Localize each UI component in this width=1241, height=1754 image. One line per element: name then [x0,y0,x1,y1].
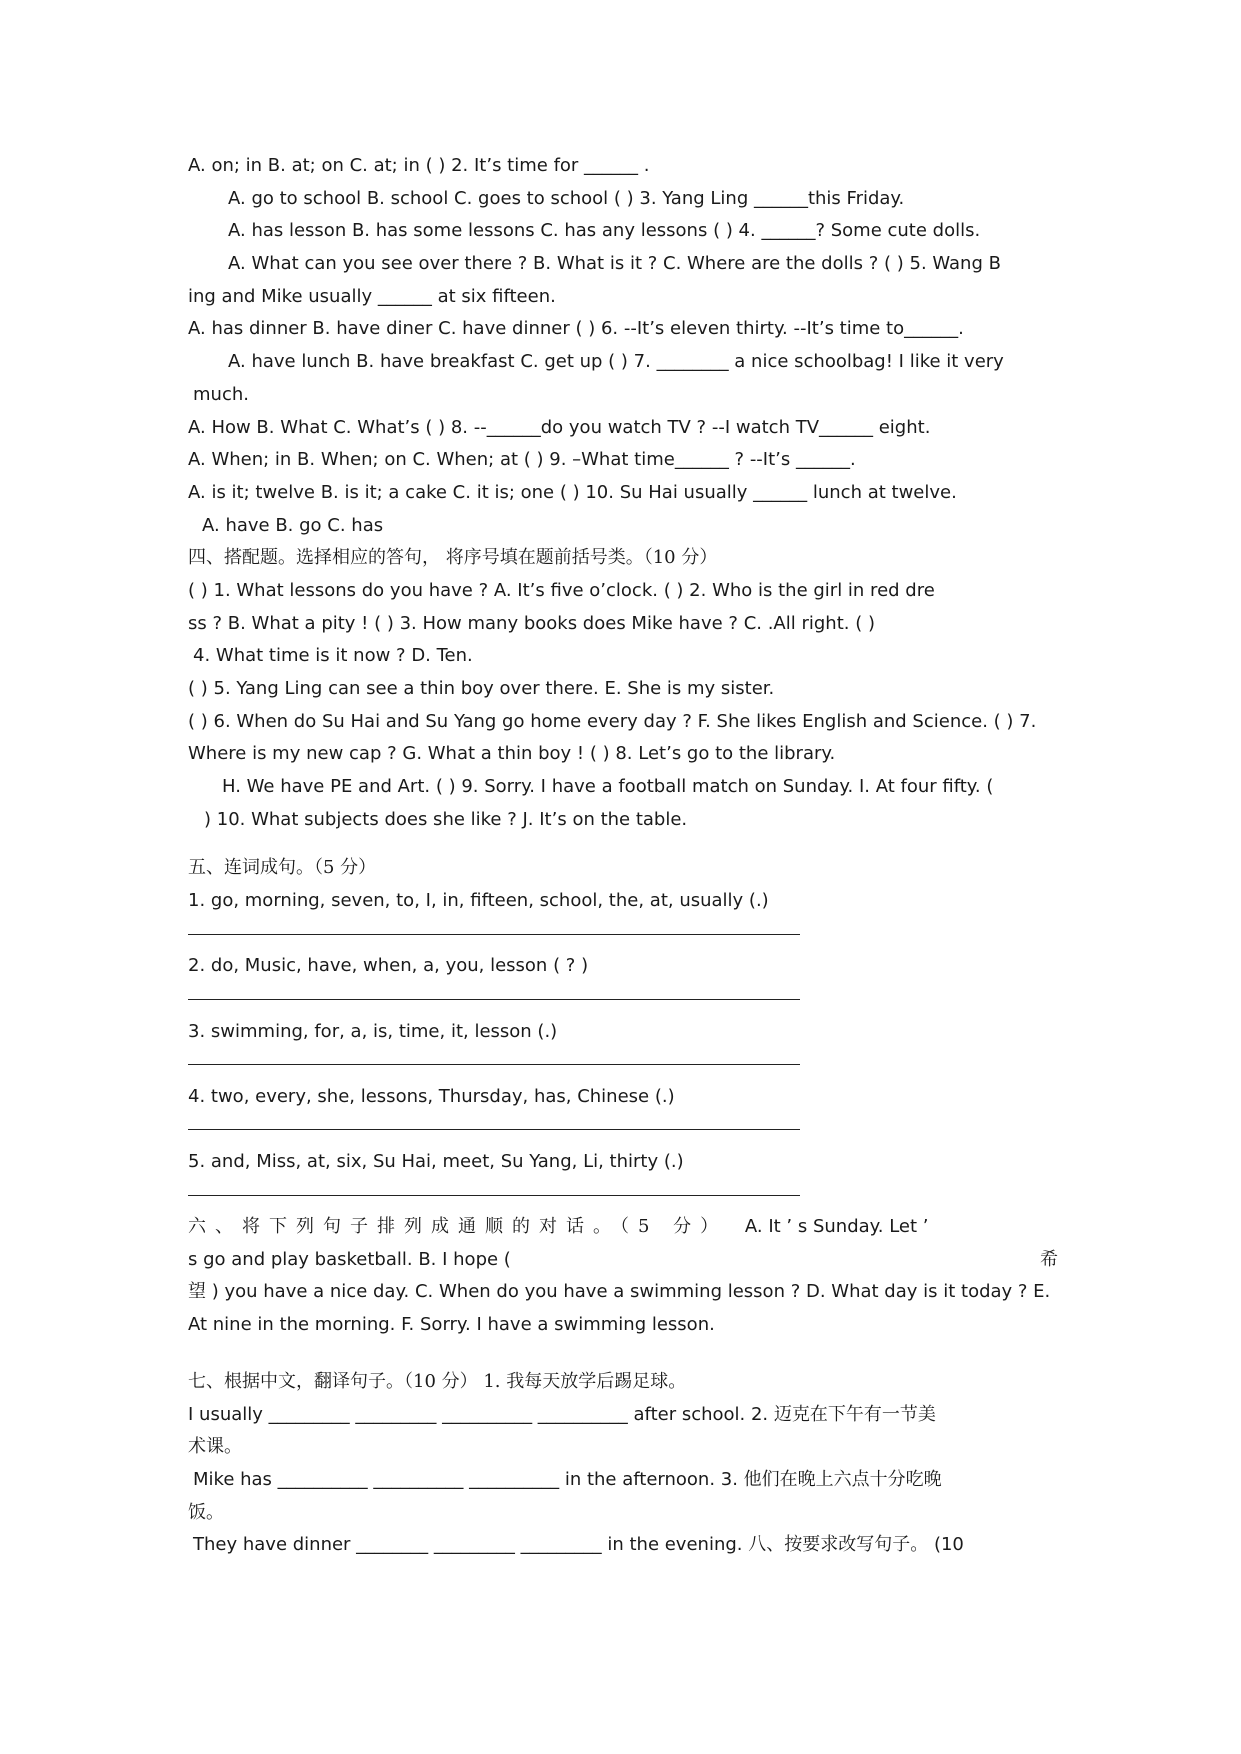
word-order-item: 2. do, Music, have, when, a, you, lesson ( ? ) [188,955,589,977]
translation-line: 饭。 [188,1501,224,1523]
spacer [188,836,1058,852]
mc-line: A. go to school B. school C. goes to school ( ) 3. Yang Ling ______this Friday. [228,187,905,209]
mc-line: much. [193,383,249,405]
translation-line: Mike has __________ __________ __________ in the afternoon. 3. 他们在晚上六点十分吃晚 [193,1468,942,1490]
word-order-item: 3. swimming, for, a, is, time, it, lesson (.) [188,1020,558,1042]
section-6-dialogue-order [188,1211,1058,1342]
mc-line: ing and Mike usually ______ at six fifteen. [188,285,556,307]
mc-line: A. has lesson B. has some lessons C. has any lessons ( ) 4. ______? Some cute dolls. [228,220,981,242]
spacer [188,1342,1058,1366]
matching-line: ( ) 6. When do Su Hai and Su Yang go home every day ? F. She likes English and Science. ( ) 7. [188,710,1037,732]
mc-line: A. has dinner B. have diner C. have dinner ( ) 6. --It’s eleven thirty. --It’s time to______. [188,318,964,340]
mc-line: A. have B. go C. has [202,514,384,536]
mc-line: A. on; in B. at; on C. at; in ( ) 2. It’s time for ______ . [188,155,650,176]
dialogue-text: 希 [1040,1248,1058,1270]
translation-line: They have dinner ________ _________ _________ in the evening. 八、按要求改写句子。 (10 [193,1534,964,1556]
section-title: 五、连词成句。（5 分） [188,857,377,879]
section-title: 七、根据中文，翻译句子。（10 分） 1. 我每天放学后踢足球。 [188,1370,687,1392]
dialogue-line: 望 ) you have a nice day. C. When do you have a swimming lesson ? D. What day is it today ? E. [188,1281,1051,1303]
mc-line: A. What can you see over there ? B. What is it ? C. Where are the dolls ? ( ) 5. Wang B [228,253,1001,275]
matching-line: ( ) 1. What lessons do you have ? A. It’s five o’clock. ( ) 2. Who is the girl in red dre [188,579,935,601]
answer-line[interactable] [188,1048,1058,1081]
matching-line: H. We have PE and Art. ( ) 9. Sorry. I have a football match on Sunday. I. At four fifty. ( [222,776,994,798]
word-order-item: 4. two, every, she, lessons, Thursday, has, Chinese (.) [188,1085,675,1107]
matching-line: ) 10. What subjects does she like ? J. It’s on the table. [204,808,688,830]
mc-line: A. When; in B. When; on C. When; at ( ) 9. –What time______ ? --It’s ______. [188,449,856,471]
section-7-translation [188,1366,1058,1562]
answer-line[interactable] [188,1113,1058,1146]
section-4-matching [188,542,1058,836]
mc-line: A. is it; twelve B. is it; a cake C. it is; one ( ) 10. Su Hai usually ______ lunch at twelve. [188,481,957,503]
dialogue-line [188,1211,1058,1244]
section-5-word-order [188,852,1058,1211]
dialogue-line: At nine in the morning. F. Sorry. I have a swimming lesson. [188,1314,715,1336]
dialogue-text: A. It ’ s Sunday. Let ’ [744,1216,929,1238]
answer-line[interactable] [188,983,1058,1016]
translation-line: 术课。 [188,1436,242,1458]
worksheet-page [188,150,1058,1562]
matching-line: ss ? B. What a pity ! ( ) 3. How many books does Mike have ? C. .All right. ( ) [188,612,875,634]
section-title: 六、将下列句子排列成通顺的对话。（5 分） [188,1216,728,1238]
word-order-item: 1. go, morning, seven, to, I, in, fifteen, school, the, at, usually (.) [188,890,769,912]
mc-line: A. have lunch B. have breakfast C. get up ( ) 7. ________ a nice schoolbag! I like it very [228,351,1004,373]
section-title: 四、搭配题。选择相应的答句， 将序号填在题前括号类。（10 分） [188,547,718,569]
answer-line[interactable] [188,918,1058,951]
dialogue-line [188,1244,1058,1277]
matching-line: 4. What time is it now ? D. Ten. [193,645,473,667]
matching-line: Where is my new cap ? G. What a thin boy ! ( ) 8. Let’s go to the library. [188,743,836,765]
answer-line[interactable] [188,1179,1058,1212]
dialogue-text: s go and play basketball. B. I hope ( [188,1248,511,1270]
section-3-multiple-choice [188,150,1058,542]
matching-line: ( ) 5. Yang Ling can see a thin boy over there. E. She is my sister. [188,678,775,699]
word-order-item: 5. and, Miss, at, six, Su Hai, meet, Su Yang, Li, thirty (.) [188,1150,684,1172]
mc-line: A. How B. What C. What’s ( ) 8. --______do you watch TV ? --I watch TV______ eight. [188,416,931,438]
translation-line: I usually _________ _________ __________ __________ after school. 2. 迈克在下午有一节美 [188,1403,936,1425]
